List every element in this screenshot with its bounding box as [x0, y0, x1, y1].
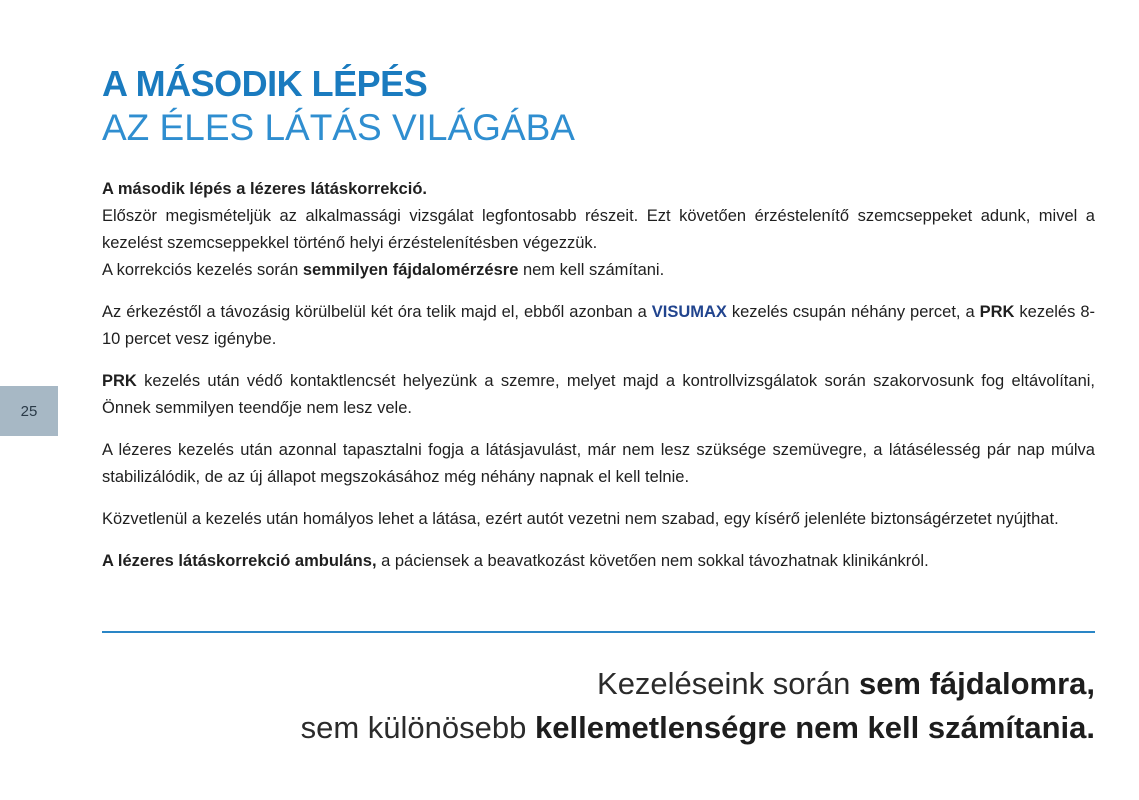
paragraph-1-line3-post: nem kell számítani.: [518, 261, 665, 279]
page-number: 25: [20, 402, 38, 420]
divider-line: [102, 631, 1095, 633]
paragraph-1-text: Először megismételjük az alkalmassági vizsgálat legfontosabb részeit. Ezt követően érzéstelenítő szemcseppeket adunk, mivel a kezelést szemcseppekkel történő helyi érzéstelenítésben végezzük.: [102, 207, 1095, 252]
paragraph-6-bold: A lézeres látáskorrekció ambuláns,: [102, 552, 377, 570]
visumax-highlight: VISUMAX: [651, 303, 727, 321]
prk-bold-2: PRK: [102, 372, 137, 390]
paragraph-2-mid: kezelés csupán néhány percet, a: [726, 303, 980, 321]
paragraph-2-post: kezelés 8-10 percet vesz igénybe.: [102, 303, 1095, 348]
paragraph-1: [102, 176, 1095, 284]
closing-line-2-bold: kellemetlenségre nem kell számítania.: [535, 710, 1095, 745]
paragraph-2-pre: Az érkezéstől a távozásig körülbelül két óra telik majd el, ebből azonban a: [102, 303, 652, 321]
paragraph-6-text: a páciensek a beavatkozást követően nem sokkal távozhatnak klinikánkról.: [376, 552, 929, 570]
closing-line-2-normal: sem különösebb: [300, 710, 535, 745]
paragraph-1-line3-bold: semmilyen fájdalomérzésre: [302, 261, 519, 279]
paragraph-4: A lézeres kezelés után azonnal tapasztalni fogja a látásjavulást, már nem lesz szüksége szemüvegre, a látásélesség pár nap múlva stabilizálódik, de az új állapot megszokásához még néhány napnak el kell telnie.: [102, 441, 1095, 486]
paragraph-3: [102, 368, 1095, 422]
closing-statement: [195, 662, 1095, 750]
paragraph-2: [102, 299, 1095, 353]
title-line-1: A MÁSODIK LÉPÉS: [102, 63, 428, 104]
paragraph-1-heading: A második lépés a lézeres látáskorrekció.: [102, 180, 427, 198]
paragraph-3-text: kezelés után védő kontaktlencsét helyezünk a szemre, melyet majd a kontrollvizsgálatok során szakorvosunk fog eltávolítani, Önnek semmilyen teendője nem lesz vele.: [102, 372, 1095, 417]
closing-line-1-bold: sem fájdalomra,: [858, 666, 1095, 701]
paragraph-6: [102, 548, 1095, 575]
body-text: [102, 176, 1095, 575]
closing-line-2: [195, 706, 1095, 750]
title-line-2: AZ ÉLES LÁTÁS VILÁGÁBA: [102, 107, 575, 148]
closing-line-1: [195, 662, 1095, 706]
page-number-tab: [0, 386, 58, 436]
prk-bold: PRK: [979, 303, 1015, 321]
paragraph-1-line3-pre: A korrekciós kezelés során: [102, 261, 303, 279]
closing-line-1-normal: Kezeléseink során: [597, 666, 859, 701]
paragraph-5: Közvetlenül a kezelés után homályos lehet a látása, ezért autót vezetni nem szabad, egy kísérő jelenléte biztonságérzetet nyújthat.: [102, 510, 1059, 528]
page-title: [102, 62, 575, 150]
